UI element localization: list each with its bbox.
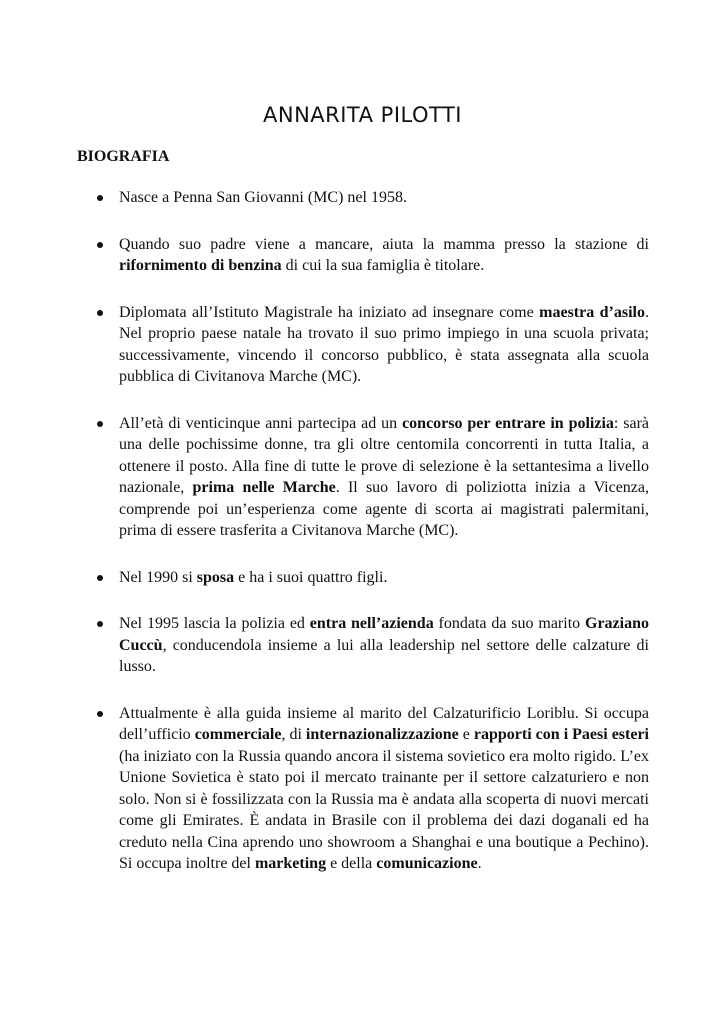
bold-text: rifornimento di benzina [119,257,282,274]
bold-text: Graziano Cuccù [119,615,649,654]
bold-text: marketing [254,855,327,872]
text-run: . [477,855,482,872]
text-run: e [458,726,474,743]
bold-text: rapporti con i Paesi esteri [473,726,649,743]
text-run: Nel 1990 si [119,568,197,586]
section-heading: BIOGRAFIA [77,148,170,165]
text-run: All’età di venticinque anni partecipa ad un [119,414,403,432]
bold-text: sposa [196,568,235,586]
bullet-icon [97,242,103,248]
bullet-icon [97,575,103,581]
text-run: di cui la sua famiglia è titolare. [281,257,485,274]
bullet-icon [97,421,103,427]
bullet-icon [97,711,103,717]
text-run: Quando suo padre viene a mancare, aiuta la mamma presso la stazione di [119,235,649,253]
bullet-icon [97,621,103,627]
text-run: Attualmente è alla guida insieme al marito del Calzaturificio Loriblu. Si occupa dell’ufficio [119,704,649,743]
text-run: Nasce a Penna San Giovanni (MC) nel 1958. [119,189,407,206]
list-item [0,302,725,388]
text-run: e della [326,855,377,872]
text-run: , di [281,726,306,743]
list-item [0,234,725,277]
bullet-icon [97,310,103,316]
bold-text: maestra d’asilo [539,303,645,321]
text-run: Nel 1995 lascia la polizia ed [119,615,310,632]
text-run: (ha iniziato con la Russia quando ancora il sistema sovietico era molto rigido. L’ex Unione Sovietica è stato poi il mercato trainante per il settore calzaturiero e non solo. Non si è fossilizzata con la Russia ma è andata alla scoperta di nuovi mercati come gli Emirates. È andata in Brasile con il problema dei dazi doganali ed ha creduto nella Cina aprendo uno showroom a Shanghai e una boutique a Pechino). Si occupa inoltre del [119,747,649,872]
text-run: : sarà una delle pochissime donne, tra gli oltre centomila concorrenti in tutta Italia, a ottenere il posto. Alla fine di tutte le prove di selezione è la settantesima a livello nazionale, [119,414,650,496]
text-run: fondata da suo marito [433,615,585,632]
bullet-icon [97,195,103,201]
biography-list [0,187,725,900]
list-item [0,413,725,542]
list-item [0,567,725,589]
bold-text: commerciale [194,726,282,743]
text-run: . Nel proprio paese natale ha trovato il suo primo impiego in una scuola privata; successivamente, vincendo il concorso pubblico, è stata assegnata alla scuola pubblica di Civitanova Marche (MC). [119,303,649,385]
bold-text: internazionalizzazione [305,726,459,743]
document-title: ANNARITA PILOTTI [263,103,462,127]
text-run: Diplomata all’Istituto Magistrale ha iniziato ad insegnare come [119,303,540,321]
list-item [0,613,725,678]
bold-text: entra nell’azienda [309,615,434,632]
text-run: e ha i suoi quattro figli. [234,568,388,586]
list-item [0,187,725,209]
bold-text: comunicazione [376,855,478,872]
list-item [0,703,725,875]
text-run: , conducendola insieme a lui alla leadership nel settore delle calzature di lusso. [119,636,649,675]
text-run: . Il suo lavoro di poliziotta inizia a Vicenza, comprende poi un’esperienza come agente di scorta ai magistrati palermitani, prima di essere trasferita a Civitanova Marche (MC). [119,479,650,539]
bold-text: concorso per entrare in polizia [402,414,614,432]
bold-text: prima nelle Marche [192,479,336,496]
